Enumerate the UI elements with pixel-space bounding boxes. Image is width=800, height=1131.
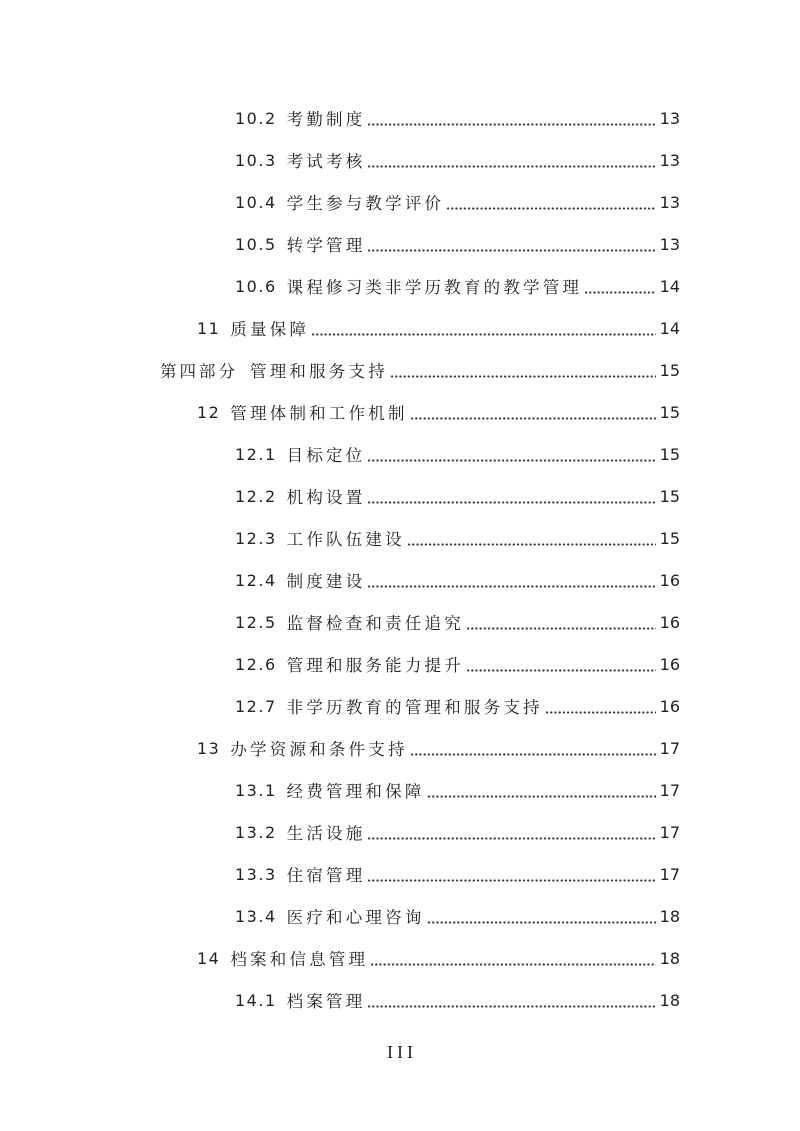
toc-page-number: 15 bbox=[659, 444, 680, 464]
toc-section-entry bbox=[0, 265, 680, 307]
toc-chapter-entry bbox=[0, 391, 680, 433]
toc-entry-number: 12.2 bbox=[235, 486, 277, 506]
toc-chapter-entry bbox=[0, 937, 680, 979]
toc-page-number: 16 bbox=[659, 570, 680, 590]
toc-leader-dots bbox=[367, 1005, 655, 1008]
toc-page-number: 17 bbox=[659, 864, 680, 884]
toc-entry-title: 非学历教育的管理和服务支持 bbox=[286, 698, 543, 717]
toc-leader-dots bbox=[584, 291, 656, 294]
toc-section-entry bbox=[0, 601, 680, 643]
toc-entry-title: 转学管理 bbox=[286, 236, 366, 255]
toc-leader-dots bbox=[407, 543, 656, 546]
toc-entry-title: 目标定位 bbox=[286, 446, 366, 465]
toc-entry-number: 13.3 bbox=[235, 864, 277, 884]
toc-page-number: 13 bbox=[659, 108, 680, 128]
toc-entry-number: 14.1 bbox=[235, 990, 277, 1010]
toc-entry-title: 管理和服务能力提升 bbox=[286, 656, 464, 675]
toc-page-number: 16 bbox=[659, 654, 680, 674]
toc-entry-title: 管理和服务支持 bbox=[250, 362, 388, 381]
toc-entry-title: 考试考核 bbox=[286, 152, 366, 171]
toc-page-number: 18 bbox=[659, 906, 680, 926]
toc-leader-dots bbox=[367, 165, 655, 168]
toc-entry-number: 13 bbox=[197, 738, 221, 758]
toc-page-number: 15 bbox=[659, 360, 680, 380]
toc-section-entry bbox=[0, 517, 680, 559]
toc-section-entry bbox=[0, 853, 680, 895]
toc-entry-title: 经费管理和保障 bbox=[286, 782, 425, 801]
toc-leader-dots bbox=[367, 123, 655, 126]
toc-chapter-entry bbox=[0, 727, 680, 769]
toc-page-number: 17 bbox=[659, 738, 680, 758]
toc-entry-number: 11 bbox=[197, 318, 221, 338]
toc-section-entry bbox=[0, 559, 680, 601]
toc-entry-title: 档案和信息管理 bbox=[230, 950, 369, 969]
toc-entry-number: 10.2 bbox=[235, 108, 277, 128]
toc-page-number: 15 bbox=[659, 402, 680, 422]
toc-leader-dots bbox=[545, 711, 656, 714]
toc-entry-number: 12.4 bbox=[235, 570, 277, 590]
toc-leader-dots bbox=[390, 375, 656, 378]
toc-leader-dots bbox=[367, 879, 655, 882]
toc-entry-number: 第四部分 bbox=[160, 362, 238, 381]
toc-entry-title: 学生参与教学评价 bbox=[286, 194, 445, 213]
toc-entry-number: 10.3 bbox=[235, 150, 277, 170]
toc-entry-title: 档案管理 bbox=[286, 992, 366, 1011]
toc-leader-dots bbox=[410, 753, 656, 756]
page-number-footer: III bbox=[387, 1042, 417, 1062]
toc-entry-number: 12.3 bbox=[235, 528, 277, 548]
toc-entry-number: 12.6 bbox=[235, 654, 277, 674]
toc-leader-dots bbox=[466, 669, 656, 672]
toc-entry-number: 10.5 bbox=[235, 234, 277, 254]
toc-chapter-entry bbox=[0, 307, 680, 349]
toc-entry-number: 12 bbox=[197, 402, 221, 422]
toc-entry-title: 监督检查和责任追究 bbox=[286, 614, 464, 633]
toc-section-entry bbox=[0, 223, 680, 265]
toc-page-number: 13 bbox=[659, 234, 680, 254]
toc-section-entry bbox=[0, 895, 680, 937]
toc-page-number: 17 bbox=[659, 780, 680, 800]
toc-entry-number: 13.2 bbox=[235, 822, 277, 842]
toc-leader-dots bbox=[367, 249, 655, 252]
toc-section-entry bbox=[0, 433, 680, 475]
table-of-contents bbox=[0, 97, 680, 1021]
toc-leader-dots bbox=[466, 627, 656, 630]
toc-leader-dots bbox=[446, 207, 655, 210]
toc-leader-dots bbox=[370, 963, 655, 966]
toc-page-number: 17 bbox=[659, 822, 680, 842]
toc-entry-title: 课程修习类非学历教育的教学管理 bbox=[286, 278, 583, 297]
toc-entry-title: 住宿管理 bbox=[286, 866, 366, 885]
toc-section-entry bbox=[0, 475, 680, 517]
toc-page-number: 13 bbox=[659, 150, 680, 170]
toc-entry-title: 考勤制度 bbox=[286, 110, 366, 129]
toc-leader-dots bbox=[367, 585, 655, 588]
toc-entry-title: 制度建设 bbox=[286, 572, 366, 591]
toc-page-number: 14 bbox=[659, 276, 680, 296]
toc-leader-dots bbox=[367, 837, 655, 840]
toc-entry-number: 14 bbox=[197, 948, 221, 968]
toc-entry-number: 12.1 bbox=[235, 444, 277, 464]
toc-page-number: 16 bbox=[659, 696, 680, 716]
toc-entry-number: 13.4 bbox=[235, 906, 277, 926]
toc-section-entry bbox=[0, 685, 680, 727]
toc-section-entry bbox=[0, 97, 680, 139]
toc-page-number: 16 bbox=[659, 612, 680, 632]
toc-section-entry bbox=[0, 769, 680, 811]
toc-entry-number: 12.5 bbox=[235, 612, 277, 632]
toc-entry-title: 质量保障 bbox=[230, 320, 310, 339]
toc-leader-dots bbox=[427, 921, 656, 924]
toc-page-number: 15 bbox=[659, 486, 680, 506]
toc-entry-title: 办学资源和条件支持 bbox=[230, 740, 408, 759]
toc-entry-title: 管理体制和工作机制 bbox=[230, 404, 408, 423]
toc-entry-number: 10.6 bbox=[235, 276, 277, 296]
toc-section-entry bbox=[0, 643, 680, 685]
toc-leader-dots bbox=[367, 459, 655, 462]
toc-page-number: 18 bbox=[659, 948, 680, 968]
toc-part-entry bbox=[0, 349, 680, 391]
toc-leader-dots bbox=[410, 417, 656, 420]
toc-section-entry bbox=[0, 139, 680, 181]
toc-entry-title: 生活设施 bbox=[286, 824, 366, 843]
toc-leader-dots bbox=[427, 795, 656, 798]
toc-section-entry bbox=[0, 811, 680, 853]
toc-entry-number: 13.1 bbox=[235, 780, 277, 800]
toc-page-number: 18 bbox=[659, 990, 680, 1010]
toc-section-entry bbox=[0, 181, 680, 223]
toc-leader-dots bbox=[311, 333, 655, 336]
toc-entry-number: 12.7 bbox=[235, 696, 277, 716]
toc-entry-title: 机构设置 bbox=[286, 488, 366, 507]
toc-page-number: 14 bbox=[659, 318, 680, 338]
toc-leader-dots bbox=[367, 501, 655, 504]
toc-entry-title: 医疗和心理咨询 bbox=[286, 908, 425, 927]
toc-page-number: 13 bbox=[659, 192, 680, 212]
toc-section-entry bbox=[0, 979, 680, 1021]
toc-entry-title: 工作队伍建设 bbox=[286, 530, 405, 549]
toc-page-number: 15 bbox=[659, 528, 680, 548]
toc-entry-number: 10.4 bbox=[235, 192, 277, 212]
